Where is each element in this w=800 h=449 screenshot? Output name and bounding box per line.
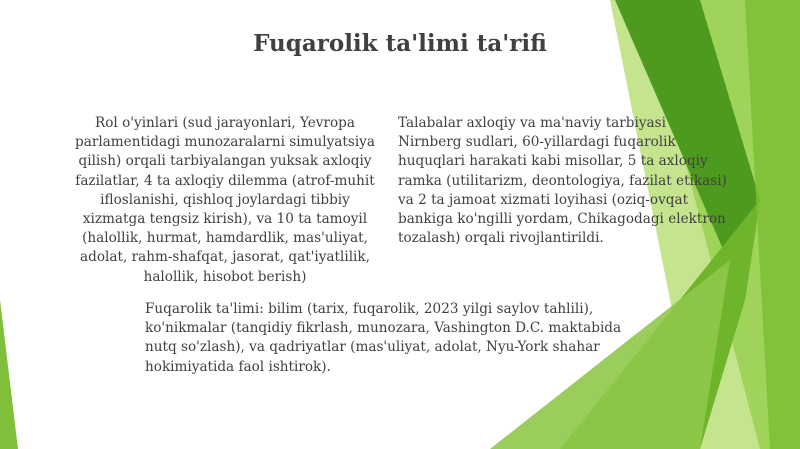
left-paragraph-line: halollik, hisobot berish) [143, 268, 307, 285]
right-paragraph-line: Nirnberg sudlari, 60-yillardagi fuqarolik [398, 134, 676, 151]
left-paragraph-line: parlamentidagi munozaralarni simulyatsiya [75, 134, 375, 151]
left-paragraph-line: fazilatlar, 4 ta axloqiy dilemma (atrof-muhit [75, 172, 375, 189]
slide-title: Fuqarolik ta'limi ta'rifi [253, 30, 547, 57]
bottom-paragraph-line: nutq so'zlash), va qadriyatlar (mas'uliyat, adolat, Nyu-York shahar [145, 339, 600, 356]
left-paragraph-line: Rol o'yinlari (sud jarayonlari, Yevropa [95, 115, 355, 131]
left-paragraph-line: xizmatga tengsiz kirish), va 10 ta tamoyil [82, 211, 368, 228]
right-paragraph [398, 114, 748, 248]
bottom-paragraph [145, 300, 675, 377]
bottom-paragraph-line: hokimiyatida faol ishtirok). [145, 358, 331, 375]
left-paragraph [40, 114, 410, 287]
right-paragraph-line: Talabalar axloqiy va ma'naviy tarbiyasi [398, 115, 666, 131]
bottom-paragraph-line: Fuqarolik ta'limi: bilim (tarix, fuqarolik, 2023 yilgi saylov tahlili), [145, 301, 594, 317]
right-paragraph-line: huquqlari harakati kabi misollar, 5 ta axloqiy [398, 153, 708, 170]
left-paragraph-line: (halollik, hurmat, hamdardlik, mas'uliyat, [82, 230, 368, 247]
left-paragraph-line: adolat, rahm-shafqat, jasorat, qat'iyatlilik, [80, 249, 370, 266]
bottom-paragraph-line: ko'nikmalar (tanqidiy fikrlash, munozara, Vashington D.C. maktabida [145, 320, 622, 337]
left-paragraph-line: qilish) orqali tarbiyalangan yuksak axloqiy [78, 153, 372, 170]
right-paragraph-line: bankiga ko'ngilli yordam, Chikagodagi elektron [398, 211, 726, 228]
right-paragraph-line: tozalash) orqali rivojlantirildi. [398, 230, 604, 247]
right-paragraph-line: ramka (utilitarizm, deontologiya, fazilat etikasi) [398, 172, 727, 189]
left-paragraph-line: ifloslanishi, qishloq joylardagi tibbiy [100, 191, 350, 208]
right-paragraph-line: va 2 ta jamoat xizmati loyihasi (oziq-ovqat [398, 191, 689, 208]
left-green-sliver [0, 300, 18, 449]
